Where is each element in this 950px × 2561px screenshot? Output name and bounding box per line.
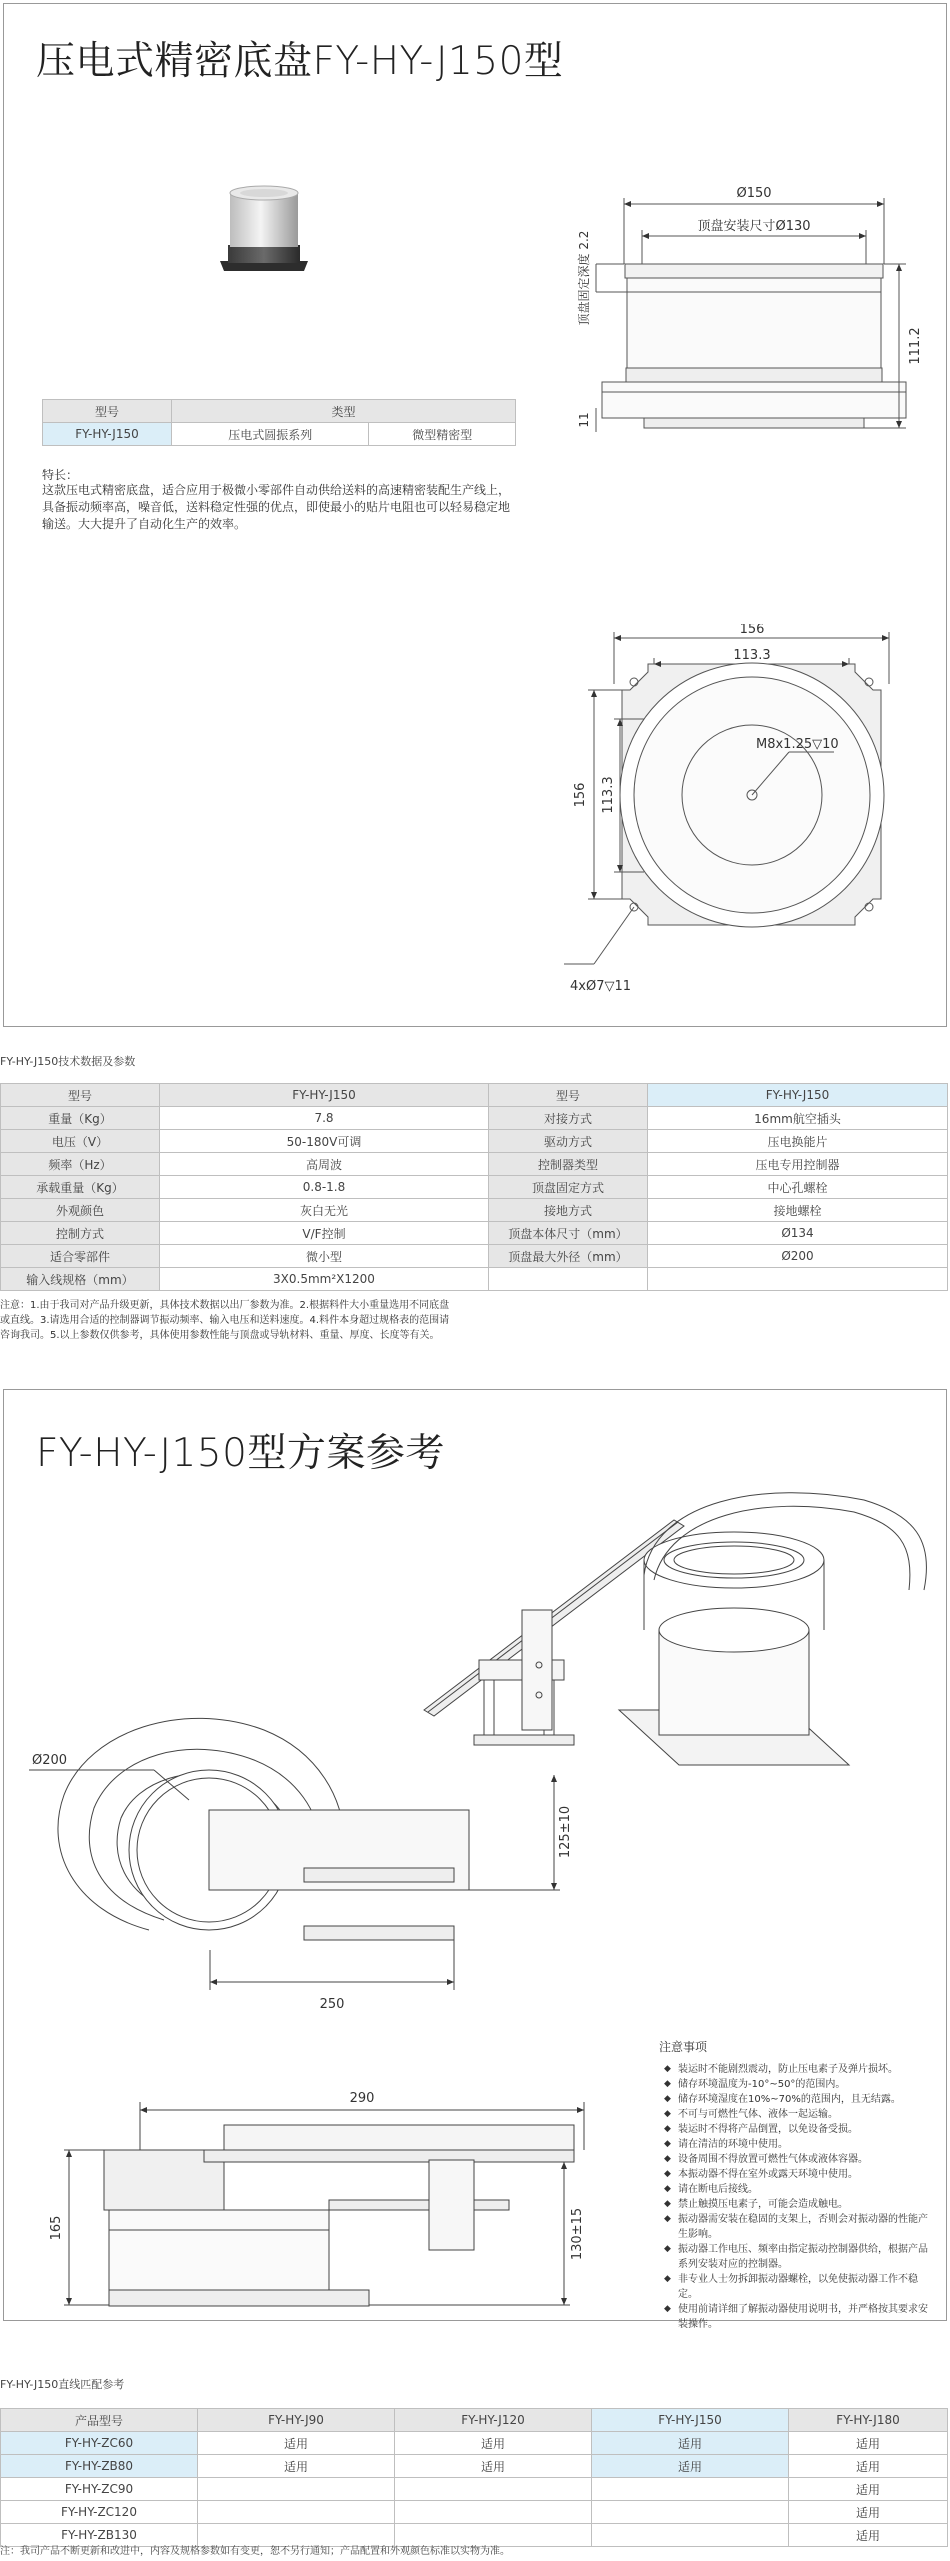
spec-header-3: 型号 (489, 1084, 648, 1107)
spec-label: 顶盘固定方式 (489, 1176, 648, 1199)
model-table (42, 399, 516, 446)
type-header: 类型 (172, 400, 516, 423)
dim-d130: 顶盘安装尺寸Ø130 (697, 219, 811, 234)
linear-header: 产品型号 (1, 2409, 198, 2432)
linear-cell: 适用 (592, 2432, 789, 2455)
spec-value: 中心孔螺栓 (648, 1176, 948, 1199)
linear-cell: 适用 (789, 2432, 948, 2455)
linear-cell (198, 2478, 395, 2501)
model-value: FY-HY-J150 (43, 423, 172, 446)
footer-note: 注：我司产品不断更新和改进中，内容及规格参数如有变更，恕不另行通知；产品配置和外观颜色标准以实物为准。 (0, 2546, 510, 2557)
linear-cell: 适用 (789, 2478, 948, 2501)
linear-model: FY-HY-ZC120 (1, 2501, 198, 2524)
linear-cell: 适用 (592, 2455, 789, 2478)
spec-label: 适合零部件 (1, 1245, 160, 1268)
dim-h165: 165 (49, 2215, 64, 2241)
spec-value: 接地螺栓 (648, 1199, 948, 1222)
spec-value: 微小型 (160, 1245, 489, 1268)
note-item: ◆ 不可与可燃性气体、液体一起运输。 (664, 2107, 934, 2122)
product-photo (214, 179, 314, 279)
dim-w250: 250 (319, 1997, 345, 2012)
spec-label: 对接方式 (489, 1107, 648, 1130)
note-item: ◆ 请在断电后接线。 (664, 2182, 934, 2197)
linear-cell (395, 2501, 592, 2524)
note-item: ◆ 设备周围不得放置可燃性气体或液体容器。 (664, 2152, 934, 2167)
dim-holes: 4xØ7▽11 (570, 979, 632, 994)
model-header: 型号 (43, 400, 172, 423)
note-item: ◆ 储存环境湿度在10%~70%的范围内，且无结露。 (664, 2092, 934, 2107)
dim-depth: 顶盘固定深度 2.2 (577, 230, 591, 326)
spec-empty (648, 1268, 948, 1291)
spec-label: 顶盘本体尺寸（mm） (489, 1222, 648, 1245)
note-item: ◆ 禁止触摸压电素子，可能会造成触电。 (664, 2197, 934, 2212)
dim-h156: 156 (573, 782, 588, 808)
linear-table (0, 2408, 948, 2547)
spec-value: V/F控制 (160, 1222, 489, 1245)
dim-thread: M8x1.25▽10 (756, 737, 839, 752)
spec-value: 高周波 (160, 1153, 489, 1176)
dim-d200: Ø200 (32, 1753, 68, 1768)
spec-label: 重量（Kg） (1, 1107, 160, 1130)
side-view-drawing (574, 164, 944, 454)
linear-model: FY-HY-ZB130 (1, 2524, 198, 2547)
dim-w156: 156 (739, 624, 765, 637)
dim-h130: 130±15 (570, 2207, 585, 2261)
spec-value: 压电专用控制器 (648, 1153, 948, 1176)
dim-w113: 113.3 (733, 648, 771, 663)
linear-header: FY-HY-J180 (789, 2409, 948, 2432)
spec-value: 压电换能片 (648, 1130, 948, 1153)
spec-label: 外观颜色 (1, 1199, 160, 1222)
spec-value: 16mm航空插头 (648, 1107, 948, 1130)
linear-cell (395, 2478, 592, 2501)
spec-value: 3X0.5mm²X1200 (160, 1268, 489, 1291)
linear-cell: 适用 (198, 2455, 395, 2478)
scheme-top-view (24, 1690, 624, 2020)
spec-value: Ø200 (648, 1245, 948, 1268)
spec-label: 驱动方式 (489, 1130, 648, 1153)
note-item: ◆ 装运时不能剧烈震动，防止压电素子及弹片损坏。 (664, 2062, 934, 2077)
scheme-title: FY-HY-J150型方案参考 (36, 1431, 445, 1476)
product-panel (3, 3, 947, 1027)
top-view-drawing (564, 624, 939, 1009)
specs-table (0, 1083, 948, 1291)
note-item: ◆ 本振动器不得在室外或露天环境中使用。 (664, 2167, 934, 2182)
note-item: ◆ 请在清洁的环境中使用。 (664, 2137, 934, 2152)
note-item: ◆ 装运时不得将产品倒置，以免设备受损。 (664, 2122, 934, 2137)
spec-value: 灰白无光 (160, 1199, 489, 1222)
spec-label: 接地方式 (489, 1199, 648, 1222)
linear-model: FY-HY-ZB80 (1, 2455, 198, 2478)
features-heading: 特长： (42, 468, 79, 482)
type-value-2: 微型精密型 (369, 423, 516, 446)
spec-value: Ø134 (648, 1222, 948, 1245)
note-item: ◆ 振动器工作电压、频率由指定振动控制器供给，根据产品系列安装对应的控制器。 (664, 2242, 934, 2272)
note-item: ◆ 使用前请详细了解振动器使用说明书，并严格按其要求安装操作。 (664, 2302, 934, 2332)
notes-title: 注意事项 (659, 2040, 708, 2054)
spec-label: 控制器类型 (489, 1153, 648, 1176)
features-text: 这款压电式精密底盘，适合应用于极微小零部件自动供给送料的高速精密装配生产线上，具备振动频率高，噪音低，送料稳定性强的优点，即使最小的贴片电阻也可以轻易稳定地输送。大大提升了自动化生产的效率。 (42, 483, 511, 531)
specs-caption: FY-HY-J150技术数据及参数 (0, 1055, 136, 1068)
linear-cell: 适用 (789, 2455, 948, 2478)
spec-label: 输入线规格（mm） (1, 1268, 160, 1291)
note-item: ◆ 非专业人士勿拆卸振动器螺栓，以免使振动器工作不稳定。 (664, 2272, 934, 2302)
scheme-panel (3, 1389, 947, 2330)
type-value-1: 压电式圆振系列 (172, 423, 369, 446)
linear-cell (592, 2501, 789, 2524)
dim-d150: Ø150 (736, 186, 772, 201)
dim-w290: 290 (349, 2091, 375, 2106)
spec-header-1: 型号 (1, 1084, 160, 1107)
linear-cell: 适用 (395, 2432, 592, 2455)
spec-label: 频率（Hz） (1, 1153, 160, 1176)
scheme-side-view (44, 2080, 604, 2315)
dim-h125: 125±10 (558, 1805, 573, 1859)
linear-cell (592, 2524, 789, 2547)
linear-model: FY-HY-ZC90 (1, 2478, 198, 2501)
linear-cell (198, 2501, 395, 2524)
linear-cell: 适用 (198, 2432, 395, 2455)
dim-h112: 111.2 (908, 327, 923, 365)
linear-header: FY-HY-J120 (395, 2409, 592, 2432)
spec-label: 控制方式 (1, 1222, 160, 1245)
notes-list (664, 2062, 934, 2332)
spec-label: 顶盘最大外径（mm） (489, 1245, 648, 1268)
spec-header-4: FY-HY-J150 (648, 1084, 948, 1107)
note-item: ◆ 储存环境温度为-10°~50°的范围内。 (664, 2077, 934, 2092)
dim-h113: 113.3 (601, 776, 616, 814)
linear-cell: 适用 (395, 2455, 592, 2478)
linear-model: FY-HY-ZC60 (1, 2432, 198, 2455)
linear-cell (592, 2478, 789, 2501)
spec-empty (489, 1268, 648, 1291)
spec-value: 0.8-1.8 (160, 1176, 489, 1199)
spec-value: 7.8 (160, 1107, 489, 1130)
note-item: ◆ 振动器需安装在稳固的支架上，否则会对振动器的性能产生影响。 (664, 2212, 934, 2242)
spec-header-2: FY-HY-J150 (160, 1084, 489, 1107)
linear-cell: 适用 (789, 2524, 948, 2547)
linear-header: FY-HY-J90 (198, 2409, 395, 2432)
spec-label: 承载重量（Kg） (1, 1176, 160, 1199)
product-title: 压电式精密底盘FY-HY-J150型 (36, 39, 564, 84)
linear-cell: 适用 (789, 2501, 948, 2524)
linear-caption: FY-HY-J150直线匹配参考 (0, 2378, 125, 2391)
spec-label: 电压（V） (1, 1130, 160, 1153)
spec-value: 50-180V可调 (160, 1130, 489, 1153)
specs-note: 注意：1.由于我司对产品升级更新，具体技术数据以出厂参数为准。2.根据料件大小重量选用不同底盘或直线。3.请选用合适的控制器调节振动频率、输入电压和送料速度。4.料件本身超过规格表的范围请咨询我司。5.以上参数仅供参考，具体使用参数性能与顶盘或导轨材料、重量、厚度、长度等有关。 (0, 1300, 450, 1341)
dim-h11: 11 (577, 412, 591, 428)
linear-header: FY-HY-J150 (592, 2409, 789, 2432)
